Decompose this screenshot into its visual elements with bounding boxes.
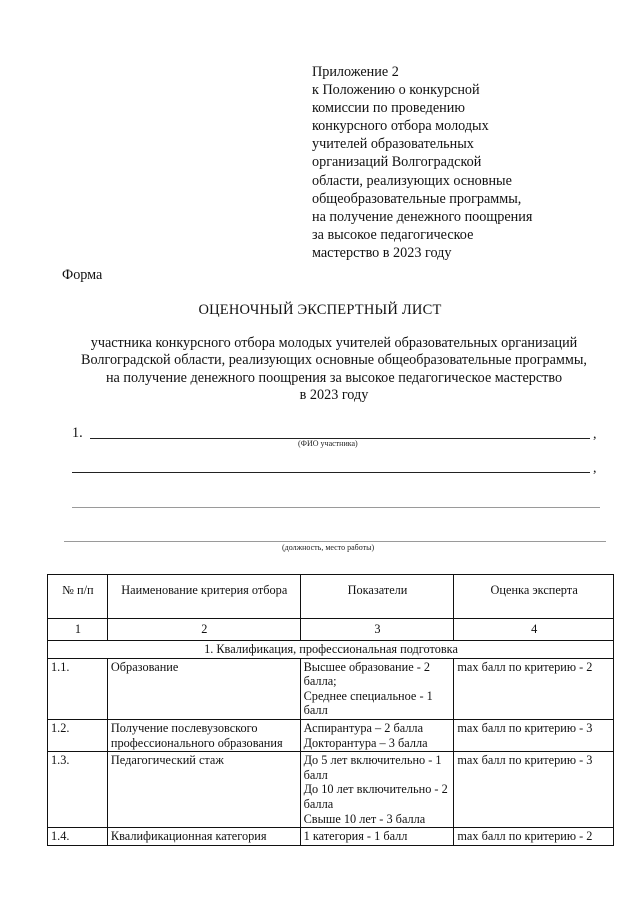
section-title: 1. Квалификация, профессиональная подготовка <box>48 641 614 659</box>
annex-line: за высокое педагогическое <box>312 226 474 243</box>
row-num: 1.4. <box>48 828 108 846</box>
annex-header <box>312 63 602 262</box>
table-header-row <box>48 575 614 619</box>
row-indicators <box>300 828 454 846</box>
annex-line: области, реализующих основные <box>312 172 512 189</box>
criteria-table <box>47 574 614 846</box>
row-num: 1.2. <box>48 719 108 751</box>
annex-line: на получение денежного поощрения <box>312 208 533 225</box>
table-row <box>48 752 614 828</box>
row-indicators <box>300 752 454 828</box>
subtitle-line: участника конкурсного отбора молодых учителей образовательных организаций <box>90 335 578 351</box>
row-num: 1.1. <box>48 658 108 719</box>
annex-line: учителей образовательных <box>312 136 474 153</box>
subtitle-line: в 2023 году <box>299 386 369 403</box>
table-row <box>48 828 614 846</box>
indicator: 1 категория - 1 балл <box>303 829 408 844</box>
header-num: № п/п <box>48 575 108 619</box>
annex-line: конкурсного отбора молодых <box>312 118 489 135</box>
row-num: 1.3. <box>48 752 108 828</box>
document-title: ОЦЕНОЧНЫЙ ЭКСПЕРТНЫЙ ЛИСТ <box>198 302 442 318</box>
row-criterion: Образование <box>107 658 300 719</box>
row-score[interactable]: max балл по критерию - 3 <box>454 719 614 751</box>
indicator: Высшее образование - 2 балла; <box>303 659 431 689</box>
row-indicators <box>300 658 454 719</box>
row-criterion: Педагогический стаж <box>107 752 300 828</box>
participant-number: 1. <box>72 425 83 441</box>
table-row <box>48 658 614 719</box>
annex-line: общеобразовательные программы, <box>312 190 522 207</box>
subtitle-line: Волгоградской области, реализующих основные общеобразовательные программы, <box>81 352 587 369</box>
indicator: Свыше 10 лет - 3 балла <box>303 811 426 826</box>
header-score: Оценка эксперта <box>454 575 614 619</box>
row-score[interactable]: max балл по критерию - 2 <box>454 828 614 846</box>
row-score[interactable]: max балл по критерию - 2 <box>454 658 614 719</box>
table-row <box>48 719 614 751</box>
index-cell: 3 <box>300 619 454 641</box>
subtitle-line: на получение денежного поощрения за высокое педагогическое мастерство <box>105 369 563 386</box>
document-subtitle <box>40 335 628 404</box>
annex-line: комиссии по проведению <box>312 100 465 117</box>
position-caption: (должность, место работы) <box>282 543 375 552</box>
header-indicators: Показатели <box>300 575 454 619</box>
indicator: Докторантура – 3 балла <box>303 735 428 750</box>
index-row <box>48 619 614 641</box>
index-cell: 2 <box>107 619 300 641</box>
row-criterion: Квалификационная категория <box>107 828 300 846</box>
indicator: Среднее специальное - 1 балл <box>303 688 433 718</box>
header-criterion: Наименование критерия отбора <box>107 575 300 619</box>
fio-comma: , <box>593 427 597 442</box>
section-row <box>48 641 614 659</box>
indicator: До 10 лет включительно - 2 балла <box>303 782 448 811</box>
row-indicators <box>300 719 454 751</box>
annex-line: организаций Волгоградской <box>312 154 482 171</box>
third-line[interactable] <box>72 507 600 508</box>
row-criterion: Получение послевузовского профессионального образования <box>107 719 300 751</box>
indicator: До 5 лет включительно - 1 балл <box>303 753 442 782</box>
second-line[interactable] <box>72 472 590 473</box>
indicator: Аспирантура – 2 балла <box>303 720 424 735</box>
index-cell: 1 <box>48 619 108 641</box>
position-line[interactable] <box>64 541 606 542</box>
form-label: Форма <box>62 267 103 283</box>
annex-line: к Положению о конкурсной <box>312 82 480 99</box>
annex-line: Приложение 2 <box>312 64 399 80</box>
index-cell: 4 <box>454 619 614 641</box>
second-comma: , <box>593 461 597 476</box>
annex-line: мастерство в 2023 году <box>312 244 452 261</box>
row-score[interactable]: max балл по критерию - 3 <box>454 752 614 828</box>
fio-caption: (ФИО участника) <box>298 439 358 448</box>
